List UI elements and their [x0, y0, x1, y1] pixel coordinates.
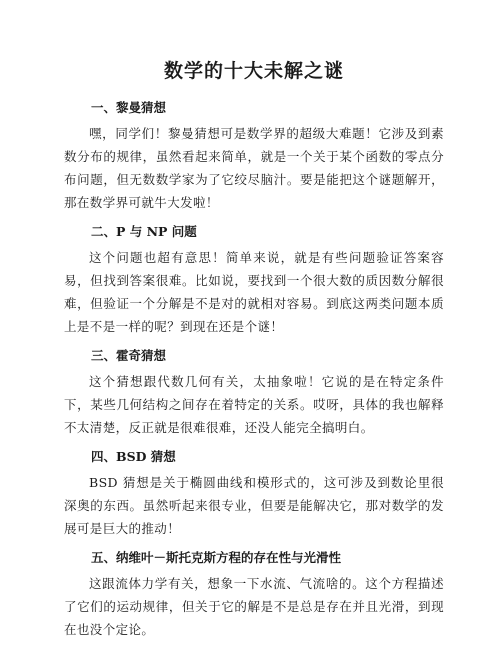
section-heading: 五、纳维叶－斯托克斯方程的存在性与光滑性: [91, 550, 342, 565]
section-paragraph: 这跟流体力学有关，想象一下水流、气流啥的。这个方程描述了它们的运动规律，但关于它的解是不是总是存在并且光滑，到现在也没个定论。: [64, 576, 444, 637]
section-riemann: [64, 98, 444, 214]
section-paragraph: 这个问题也超有意思！简单来说，就是有些问题验证答案容易，但找到答案很难。比如说，要找到一个很大数的质因数分解很难，但验证一个分解是不是对的就相对容易。到底这两类问题本质上是不是一样的呢？到现在还是个谜！: [64, 250, 444, 334]
section-p-vs-np: [64, 222, 444, 338]
section-paragraph: 嘿，同学们！黎曼猜想可是数学界的超级大难题！它涉及到素数分布的规律，虽然看起来简单，就是一个关于某个函数的零点分布问题，但无数数学家为了它绞尽脑汁。要是能把这个谜题解开，那在数学界可就牛大发啦！: [64, 126, 444, 210]
section-heading: 四、BSD 猜想: [91, 449, 176, 464]
section-navier-stokes: [64, 548, 444, 641]
document-title: 数学的十大未解之谜: [163, 60, 344, 82]
section-paragraph: 这个猜想跟代数几何有关，太抽象啦！它说的是在特定条件下，某些几何结构之间存在着特定的关系。哎呀，具体的我也解释不太清楚，反正就是很难很难，还没人能完全搞明白。: [64, 374, 444, 435]
section-heading: 二、P 与 NP 问题: [91, 224, 197, 239]
section-heading: 三、霍奇猜想: [91, 348, 167, 363]
section-paragraph: BSD 猜想是关于椭圆曲线和模形式的，这可涉及到数论里很深奥的东西。虽然听起来很专业，但要是能解决它，那对数学的发展可是巨大的推动！: [64, 475, 444, 536]
section-hodge: [64, 346, 444, 439]
section-bsd: [64, 447, 444, 540]
section-heading: 一、黎曼猜想: [91, 100, 167, 115]
